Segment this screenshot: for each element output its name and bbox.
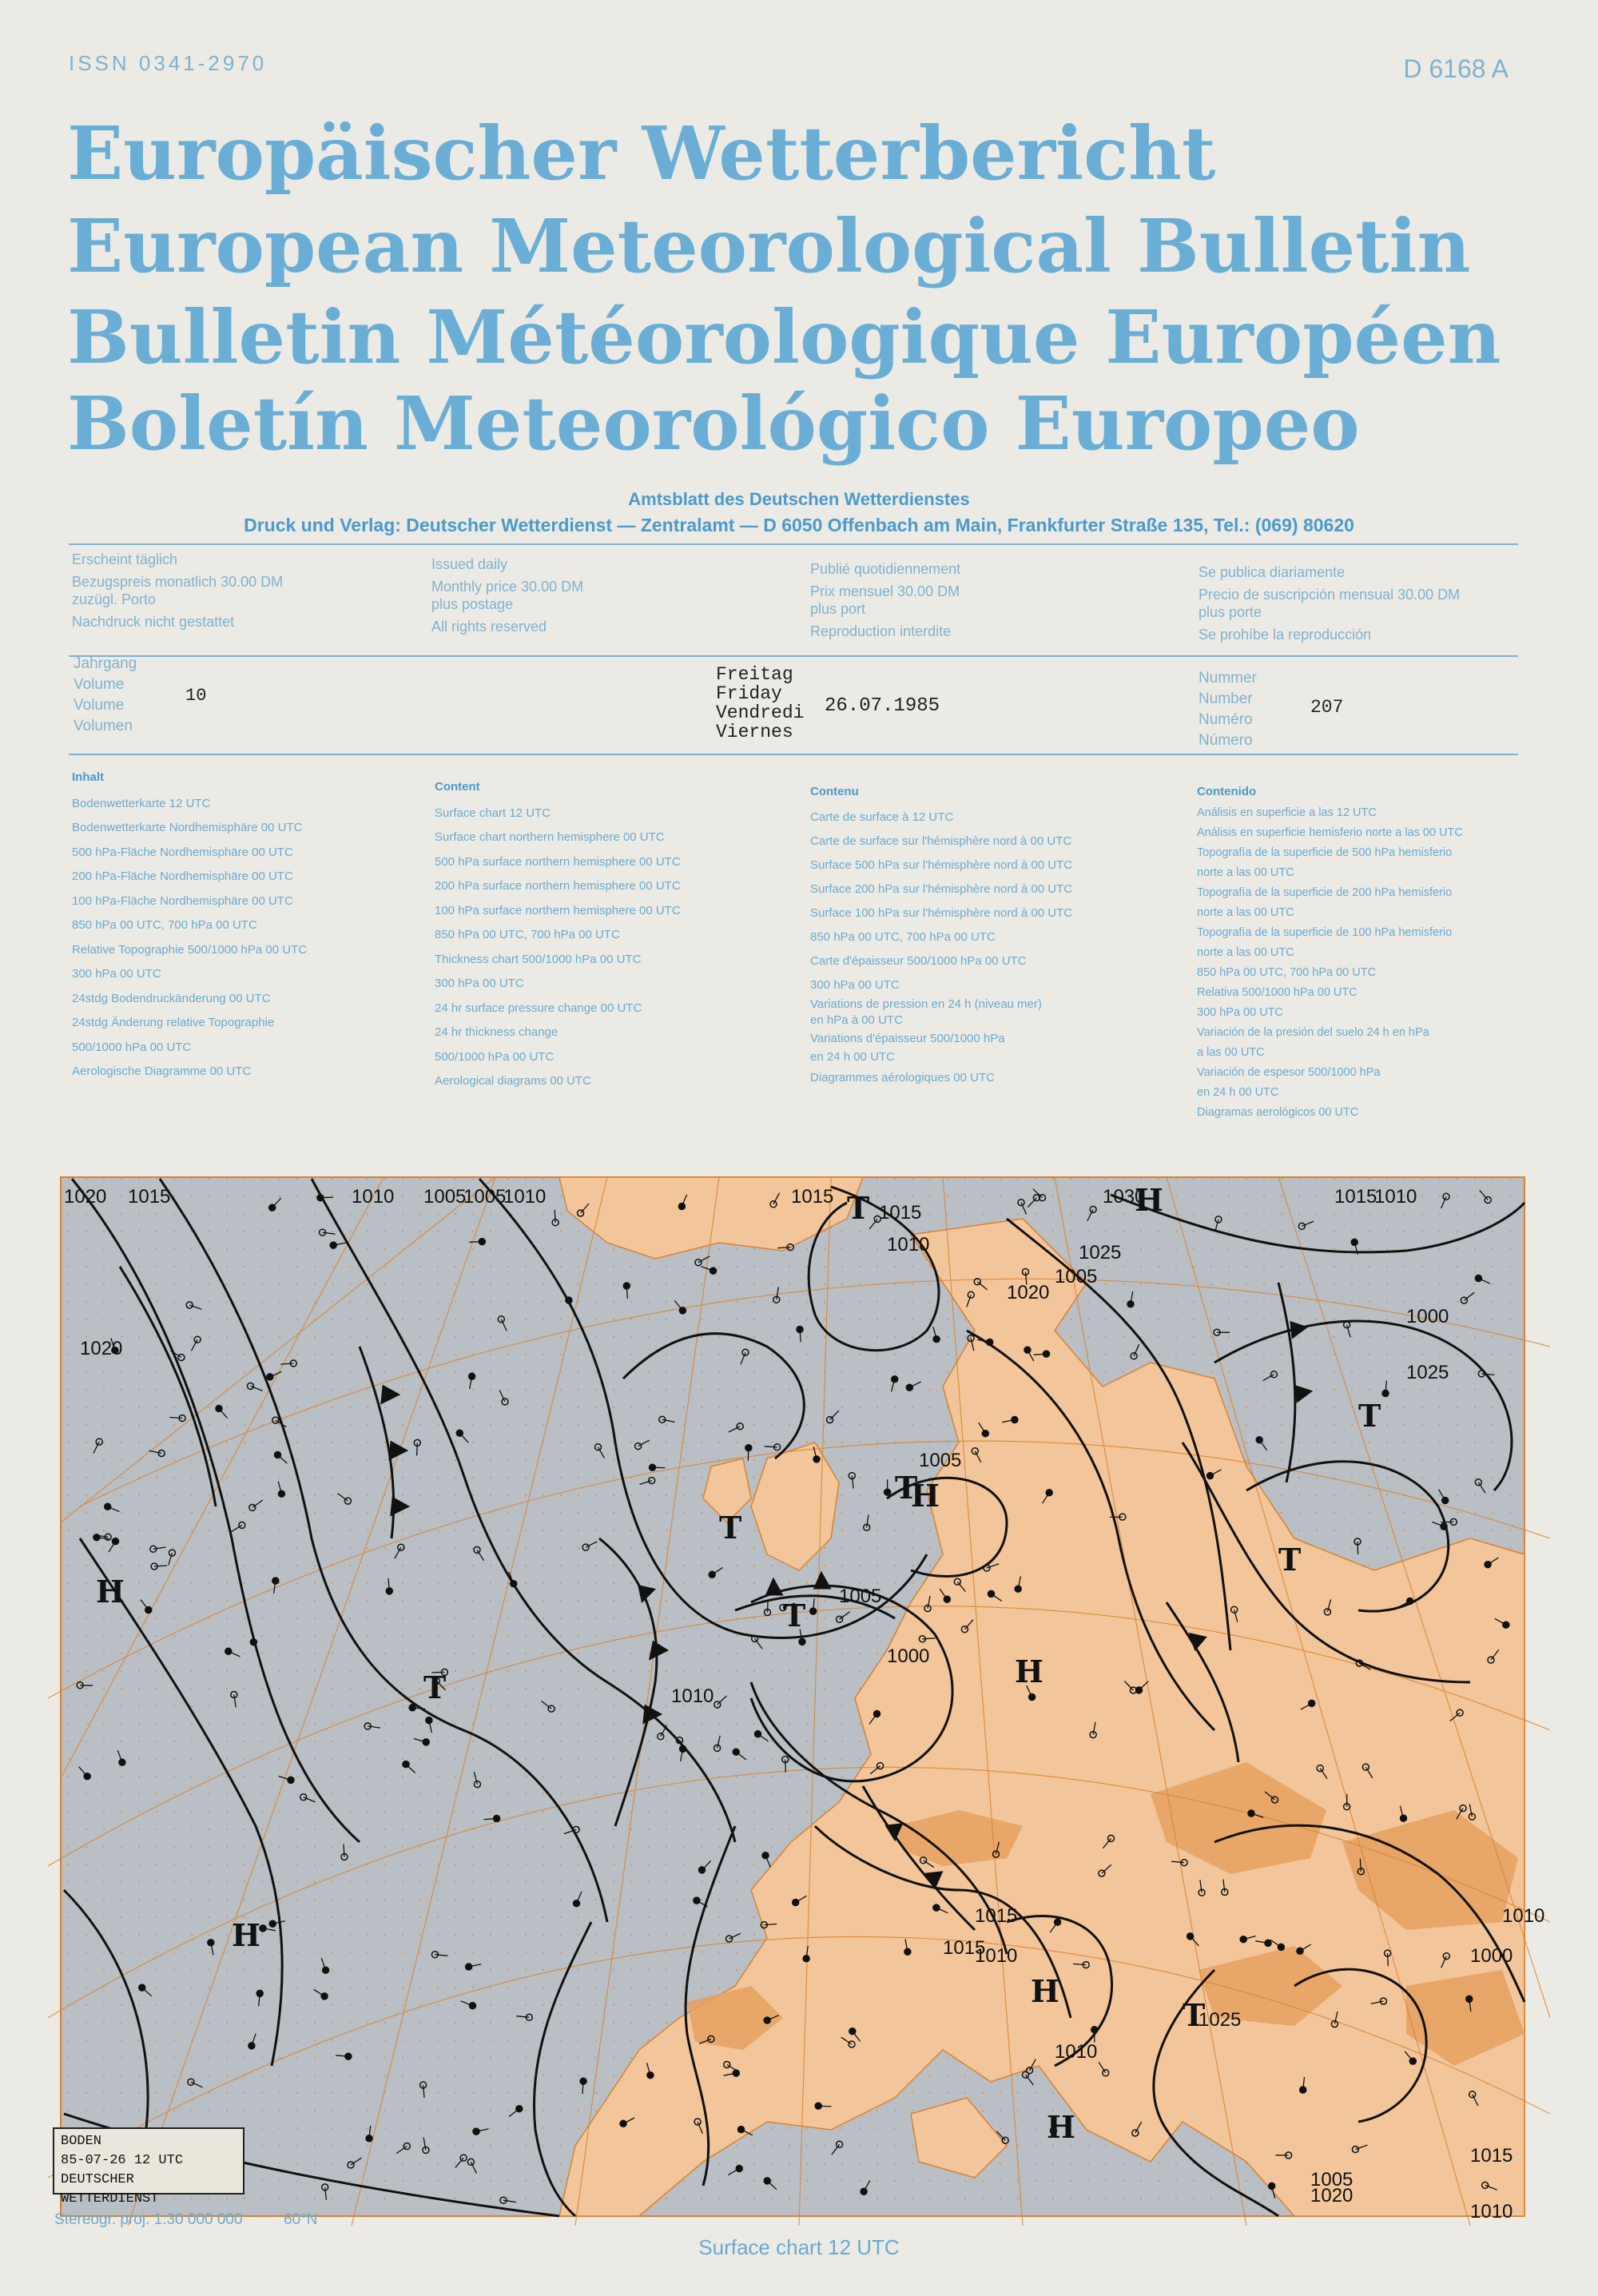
high-pressure-center: H — [1031, 1973, 1059, 2009]
station-marker — [762, 1852, 769, 1859]
isobar-label: 1010 — [1470, 2201, 1513, 2222]
chart-caption: Surface chart 12 UTC — [698, 2235, 900, 2259]
high-pressure-center: H — [911, 1478, 940, 1514]
isobar-label: 1010 — [671, 1685, 714, 1707]
map-legend-box: BODEN 85-07-26 12 UTC DEUTSCHER WETTERDIENST — [53, 2127, 244, 2195]
station-marker — [1024, 1347, 1031, 1353]
wind-barb — [469, 1242, 482, 1243]
low-pressure-center: T — [847, 1190, 870, 1226]
subscription-fr: Publié quotidiennement Prix mensuel 30.00 DM plus port Reproduction interdite — [810, 561, 961, 639]
isobar-label: 1005 — [1310, 2169, 1354, 2191]
weekday-labels: Freitag Friday Vendredi Viernes — [716, 664, 805, 742]
station-marker — [119, 1759, 125, 1765]
title-en: European Meteorological Bulletin — [67, 203, 1471, 289]
isobar-label: 1005 — [839, 1586, 882, 1607]
isobar-label: 1010 — [1055, 2041, 1098, 2063]
station-marker — [1309, 1700, 1315, 1706]
projection-note: Stereogr. proj. 1:30 000 000 — [54, 2211, 243, 2228]
low-pressure-center: T — [719, 1510, 742, 1546]
document-id: D 6168 A — [1403, 54, 1509, 83]
isobar-label: 1020 — [1310, 2185, 1354, 2206]
high-pressure-center: H — [1135, 1182, 1163, 1218]
wind-barb — [818, 2106, 831, 2107]
isobar-label: 1015 — [975, 1905, 1018, 1927]
contents-de: Inhalt Bodenwetterkarte 12 UTC Bodenwetterkarte Nordhemisphäre 00 UTC 500 hPa-Fläche Nordhemisphäre 00 UTC 200 hPa-Fläche Nordhemisphäre 00 UTC 100 hPa-Fläche Nordhemisphäre 00 UTC 850 hPa 00 UTC, 700 hPa 00 UTC Relative Topographie 500/1000 hPa 00 UTC 300 hPa 00 UTC 24stdg Bodendruckänderung 00 UTC 24stdg Änderung relative Topographie 500/1000 hPa 00 UTC Aerologische Diagramme 00 UTC — [72, 770, 308, 1078]
wind-barb — [1388, 1953, 1389, 1966]
low-pressure-center: T — [1183, 1997, 1206, 2033]
divider — [69, 655, 1518, 657]
isobar-label: 1025 — [1198, 2009, 1242, 2031]
subscription-es: Se publica diariamente Precio de suscripción mensual 30.00 DM plus porte Se prohíbe la reproducción — [1198, 564, 1461, 643]
isobar-label: 1000 — [1406, 1306, 1449, 1327]
isobar-label: 1025 — [1079, 1242, 1122, 1263]
wind-barb — [768, 1600, 769, 1613]
volume-value: 10 — [185, 686, 207, 706]
isobar-label: 1020 — [64, 1186, 107, 1208]
official-gazette-line: Amtsblatt des Deutschen Wetterdienstes — [628, 489, 970, 509]
high-pressure-center: H — [232, 1917, 260, 1953]
isobar-label: 1010 — [503, 1186, 547, 1208]
isobar-label: 1000 — [887, 1645, 930, 1667]
isobar-label: 1000 — [1470, 1945, 1513, 1967]
divider — [69, 543, 1518, 545]
low-pressure-center: T — [1278, 1542, 1302, 1578]
latitude-note: 60°N — [284, 2211, 318, 2228]
contents-es: Contenido Análisis en superficie a las 12 UTC Análisis en superficie hemisferio norte a las 00 UTC Topografía de la superficie de 500 hPa hemisferio norte a las 00 UTC Topografía de la superficie de 200 hPa hemisferio norte a las 00 UTC Topografía de la superficie de 100 hPa hemisferio norte a las 00 UTC 850 hPa 00 UTC, 700 hPa 00 UTC Relativa 500/1000 hPa 00 UTC 300 hPa 00 UTC Variación de la presión del suelo 24 h en hPa a las 00 UTC Variación de espesor 500/1000 hPa en 24 h 00 UTC Diagramas aerológicos 00 UTC — [1197, 785, 1463, 1119]
wind-barb — [320, 1197, 333, 1198]
isobar-label: 1010 — [352, 1186, 395, 1208]
high-pressure-center: H — [96, 1574, 125, 1610]
wind-barb — [785, 1760, 786, 1773]
surface-chart — [48, 1123, 1550, 2226]
issn: ISSN 0341-2970 — [69, 51, 268, 75]
issue-date: 26.07.1985 — [825, 695, 940, 717]
high-pressure-center: H — [1015, 1653, 1043, 1689]
low-pressure-center: T — [783, 1598, 806, 1633]
surface-chart-svg — [48, 1123, 1550, 2226]
isobar-label: 1005 — [919, 1450, 962, 1471]
low-pressure-center: T — [895, 1470, 918, 1506]
isobar-label: 1030 — [1103, 1186, 1146, 1208]
high-pressure-center: H — [1047, 2109, 1075, 2145]
isobar-label: 1010 — [887, 1234, 930, 1255]
isobar-label: 1010 — [1374, 1186, 1417, 1208]
title-de: Europäischer Wetterbericht — [67, 110, 1216, 197]
title-fr: Bulletin Météorologique Européen — [67, 294, 1501, 380]
wind-barb — [922, 1638, 935, 1639]
isobar-label: 1010 — [975, 1945, 1018, 1967]
divider — [69, 754, 1518, 755]
low-pressure-center: T — [423, 1669, 447, 1705]
isobar-label: 1005 — [1055, 1266, 1098, 1287]
isobar-label: 1015 — [791, 1186, 834, 1208]
low-pressure-center: T — [1358, 1398, 1381, 1434]
station-marker — [267, 1374, 273, 1380]
publisher-line: Druck und Verlag: Deutscher Wetterdienst — Zentralamt — D 6050 Offenbach am Main, Frankfurter Straße 135, Tel.: (069) 80620 — [244, 515, 1354, 535]
isobar-label: 1015 — [879, 1202, 922, 1224]
isobar-label: 1015 — [1470, 2145, 1513, 2167]
title-es: Boletín Meteorológico Europeo — [67, 380, 1360, 467]
subscription-de: Erscheint täglich Bezugspreis monatlich 30.00 DM zuzügl. Porto Nachdruck nicht gestattet — [72, 551, 284, 630]
subscription-en: Issued daily Monthly price 30.00 DM plus postage All rights reserved — [431, 556, 584, 635]
contents-fr: Contenu Carte de surface à 12 UTC Carte de surface sur l'hémisphère nord à 00 UTC Surface 500 hPa sur l'hémisphère nord à 00 UTC Surface 200 hPa sur l'hémisphère nord à 00 UTC Surface 100 hPa sur l'hémisphère nord à 00 UTC 850 hPa 00 UTC, 700 hPa 00 UTC Carte d'épaisseur 500/1000 hPa 00 UTC 300 hPa 00 UTC Variations de pression en 24 h (niveau mer) en hPa à 00 UTC Variations d'épaisseur 500/1000 hPa en 24 h 00 UTC Diagrammes aérologiques 00 UTC — [810, 785, 1073, 1084]
station-marker — [1269, 2183, 1275, 2189]
isobar-label: 1015 — [943, 1937, 986, 1959]
volume-labels: Jahrgang Volume Volume Volumen — [74, 655, 137, 734]
wind-barb — [417, 1442, 418, 1455]
station-marker — [250, 1639, 256, 1645]
wind-barb — [748, 1448, 749, 1461]
issue-number: 207 — [1310, 697, 1344, 718]
isobar-label: 1005 — [463, 1186, 507, 1208]
station-marker — [709, 1571, 715, 1578]
isobar-label: 1015 — [1334, 1186, 1377, 1208]
isobar-label: 1010 — [1502, 1905, 1545, 1927]
isobar-label: 1005 — [423, 1186, 467, 1208]
isobar-label: 1015 — [128, 1186, 171, 1208]
isobar-label: 1025 — [1406, 1362, 1449, 1383]
contents-en: Content Surface chart 12 UTC Surface chart northern hemisphere 00 UTC 500 hPa surface northern hemisphere 00 UTC 200 hPa surface northern hemisphere 00 UTC 100 hPa surface northern hemisphere 00 UTC 850 hPa 00 UTC, 700 hPa 00 UTC Thickness chart 500/1000 hPa 00 UTC 300 hPa 00 UTC 24 hr surface pressure change 00 UTC 24 hr thickness change 500/1000 hPa 00 UTC Aerological diagrams 00 UTC — [435, 780, 681, 1088]
isobar-label: 1020 — [80, 1338, 123, 1359]
number-labels: Nummer Number Numéro Número — [1198, 670, 1257, 749]
isobar-label: 1020 — [1007, 1282, 1050, 1303]
